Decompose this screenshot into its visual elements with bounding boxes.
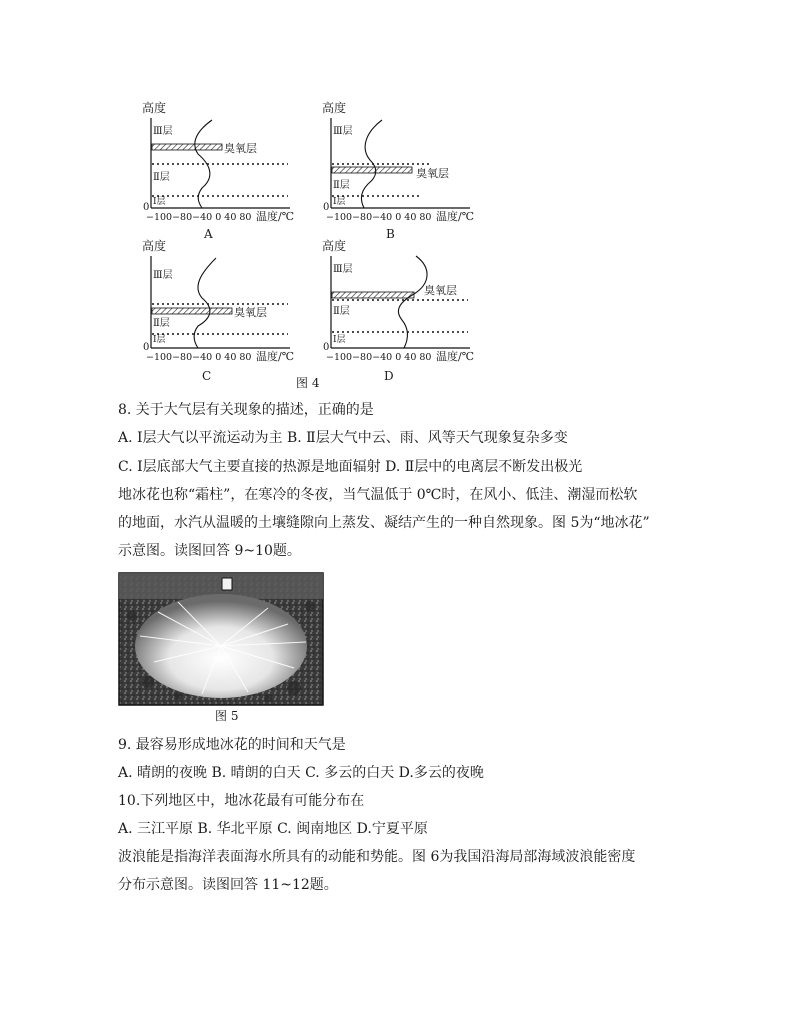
panel-c — [142, 238, 294, 383]
question-9-options: A. 晴朗的夜晚 B. 晴朗的白天 C. 多云的白天 D.多云的夜晚 — [118, 765, 484, 781]
question-10-options: A. 三江平原 B. 华北平原 C. 闽南地区 D.宁夏平原 — [118, 821, 428, 837]
passage-wave-line-2: 分布示意图。读图回答 11~12题。 — [118, 877, 338, 893]
panel-b-label: B — [386, 227, 395, 241]
panel-d-x-axis-label: 温度/℃ — [436, 350, 475, 363]
panel-b-layer-2: Ⅱ层 — [333, 180, 350, 191]
question-10-stem: 10.下列地区中，地冰花最有可能分布在 — [118, 793, 365, 809]
figure-5-photo — [118, 572, 324, 706]
panel-d-layer-1: Ⅰ层 — [333, 335, 346, 345]
panel-d-y-axis-label: 高度 — [322, 239, 347, 253]
figure-4-caption: 图 4 — [296, 376, 320, 390]
photo-marker — [222, 578, 232, 590]
panel-a-layer-1: Ⅰ层 — [153, 197, 166, 207]
question-9-stem: 9. 最容易形成地冰花的时间和天气是 — [118, 737, 346, 753]
panel-a-layer-2: Ⅱ层 — [153, 172, 170, 183]
panel-c-layer-3: Ⅲ层 — [153, 270, 173, 281]
question-8-options-ab: A. Ⅰ层大气以平流运动为主 B. Ⅱ层大气中云、雨、风等天气现象复杂多变 — [118, 430, 568, 446]
panel-c-x-axis-label: 温度/℃ — [256, 350, 295, 363]
figure-5 — [118, 572, 324, 720]
passage-ice-line-2: 的地面，水汽从温暖的土壤缝隙向上蒸发、凝结产生的一种自然现象。图 5为“地冰花” — [118, 515, 650, 531]
panel-a-layer-3: Ⅲ层 — [153, 126, 173, 137]
panel-b — [322, 100, 474, 241]
panel-c-layer-1: Ⅰ层 — [153, 335, 166, 345]
panel-a-x-axis-label: 温度/℃ — [256, 210, 295, 223]
panel-b-y-axis-label: 高度 — [322, 101, 347, 115]
panel-d-ozone-band — [332, 292, 414, 298]
panel-b-x-axis-label: 温度/℃ — [436, 210, 475, 223]
panel-a — [142, 100, 294, 241]
figure-4-diagram — [140, 96, 480, 388]
panel-b-origin: 0 — [323, 202, 330, 213]
passage-wave-line-1: 波浪能是指海洋表面海水所具有的动能和势能。图 6为我国沿海局部海域波浪能密度 — [118, 849, 636, 865]
panel-c-tick-labels: −100−80−40 0 40 80 — [146, 352, 252, 363]
panel-b-ozone-band — [332, 167, 412, 173]
panel-c-ozone-band — [152, 308, 232, 314]
passage-ice-line-3: 示意图。读图回答 9~10题。 — [118, 543, 301, 559]
question-8-options-cd: C. Ⅰ层底部大气主要直接的热源是地面辐射 D. Ⅱ层中的电离层不断发出极光 — [118, 459, 583, 475]
panel-d-layer-2: Ⅱ层 — [333, 306, 350, 317]
panel-c-y-axis-label: 高度 — [142, 239, 167, 253]
panel-d-label: D — [384, 369, 394, 383]
panel-b-layer-1: Ⅰ层 — [333, 197, 346, 207]
panel-d-origin: 0 — [323, 342, 330, 353]
panel-a-label: A — [204, 227, 213, 241]
panel-c-ozone-label: 臭氧层 — [234, 306, 267, 319]
panel-b-ozone-label: 臭氧层 — [416, 167, 449, 180]
panel-a-tick-labels: −100−80−40 0 40 80 — [146, 212, 252, 223]
panel-d-temperature-curve — [398, 256, 427, 348]
panel-a-origin: 0 — [143, 202, 150, 213]
panel-c-origin: 0 — [143, 342, 150, 353]
panel-b-tick-labels: −100−80−40 0 40 80 — [326, 212, 432, 223]
panel-d-tick-labels: −100−80−40 0 40 80 — [326, 352, 432, 363]
panel-a-ozone-label: 臭氧层 — [224, 142, 257, 155]
panel-c-label: C — [202, 369, 212, 383]
panel-d — [322, 238, 474, 383]
panel-a-ozone-band — [152, 144, 222, 150]
panel-c-layer-2: Ⅱ层 — [153, 318, 170, 329]
figure-4 — [140, 96, 480, 388]
panel-b-layer-3: Ⅲ层 — [333, 126, 353, 137]
figure-5-caption: 图 5 — [215, 709, 239, 723]
panel-d-ozone-label: 臭氧层 — [424, 284, 457, 297]
panel-d-layer-3: Ⅲ层 — [333, 264, 353, 275]
question-8-stem: 8. 关于大气层有关现象的描述，正确的是 — [118, 402, 374, 418]
panel-a-y-axis-label: 高度 — [142, 101, 167, 115]
passage-ice-line-1: 地冰花也称“霜柱”，在寒冷的冬夜，当气温低于 0℃时，在风小、低洼、潮湿而松软 — [118, 487, 638, 503]
